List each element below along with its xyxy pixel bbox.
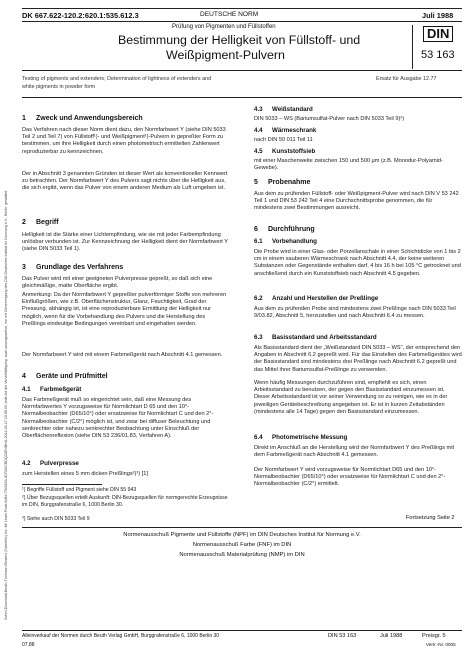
standard-title-line1: Bestimmung der Helligkeit von Füllstoff- und <box>118 33 361 47</box>
issue-date: Juli 1988 <box>422 11 454 20</box>
edition-code: 07.88 <box>22 642 35 648</box>
section-4-2-text: zum Herstellen eines 5 mm dicken Preßlings²)³) [1] <box>22 471 148 477</box>
section-1-text: Das Verfahren nach dieser Norm dient dazu, den Normfarbwert Y (siehe DIN 5033 Teil 2 und Teil 7) von Füllstoff¹)- und Weißpigment¹)-Pulvern in gepreßter Form zu bestimmen, um ihre Helligkeit durch einen photometrisch ermittelten Zahlenwert reproduzierbar zu kennzeichnen. <box>22 127 226 155</box>
section-6-heading: 6 Durchführung <box>254 226 315 233</box>
section-1-text2: Der in Abschnitt 3 genannten Gründen ist dieser Wert als konventioneller Kennwert zu betrachten. Der Normfarbwert Y des Pulvers sagt nichts über die Helligkeit aus, die sich ergibt, wenn das Pulver von einem anderen Medium als Luft umgeben ist. <box>22 171 228 192</box>
section-6-3-text: Als Basisstandard dient der „Weißstandard DIN 5033 – WS“, der entsprechend den Angaben in Abschnitt 6.2 gepreßt wird. Für das Einstellen des Farbmeßgerätes wird der Basisstandard sind mindestens drei Preßlinge nach Abschnitt 6.2 gepreßt und das Mittel ihrer Bariumsulfat-Preßlinge zu verwenden. <box>254 345 462 373</box>
section-6-4-text2: Der Normfarbwert Y wird vorzugsweise für Normlichtart D65 und den 10°-Normalbeobachter (D65/10°) oder ersatzweise für Normlichtart C und den 2°-Normalbeobachter (C/2°) ermittelt. <box>254 467 446 488</box>
section-5-heading: 5 Probenahme <box>254 179 311 186</box>
section-6-4-heading: 6.4 Photometrische Messung <box>254 434 348 441</box>
footnote-2: ²) Über Bezugsquellen erteilt Auskunft: DIN-Bezugsquellen für normgerechte Erzeugnisse im DIN, Burggrafenstraße 6, 1000 Berlin 30. <box>22 495 228 508</box>
english-title-line1: Testing of pigments and extenders; Determination of lightness of extenders and <box>22 76 212 82</box>
section-3-text2: Der Normfarbwert Y wird mit einem Farbmeßgerät nach Abschnitt 4.1 gemessen. <box>22 352 223 358</box>
section-2-text: Helligkeit ist die Stärke einer Lichtempfindung, wie sie mit jeder Farbempfindung unlösbar verbunden ist. Zur Kennzeichnung der Helligkeit dient der Normfarbwert Y (siehe DIN 5033 Teil 1). <box>22 232 228 253</box>
section-3-text: Das Pulver wird mit einer geeigneten Pulverpresse gepreßt, so daß sich eine gleichmäßige, matte Oberfläche ergibt. <box>22 276 213 290</box>
section-4-4-text: nach DIN 50 011 Teil 11 <box>254 137 313 143</box>
top-rule <box>22 8 462 9</box>
standard-title-line2: Weißpigment-Pulvern <box>166 48 285 62</box>
section-4-2-heading: 4.2 Pulverpresse <box>22 460 79 467</box>
footnote-rule <box>22 484 102 485</box>
section-4-5-heading: 4.5 Kunststoffsieb <box>254 148 316 155</box>
norm-label: DEUTSCHE NORM <box>200 11 259 18</box>
section-4-1-heading: 4.1 Farbmeßgerät <box>22 386 82 393</box>
header-rule <box>22 21 462 22</box>
section-4-heading: 4 Geräte und Prüfmittel <box>22 373 108 380</box>
section-6-3-text2: Wenn häufig Messungen durchzuführen sind, empfiehlt es sich, einen Arbeitsstandard zu benutzen, der gegen den Basisstandard einzumessen ist. Dieser Arbeitsstandard ist vor seiner Verwendung so zu reinigen, wie es in der jeweiligen Gerätebeschreibung angegeben ist. Er ist in kurzen Zeitabständen (mindestens alle 14 Tage) gegen den Basisstandard einzumessen. <box>254 380 448 415</box>
footnote-3: ³) Siehe auch DIN 5033 Teil 9 <box>22 516 90 522</box>
footer-din-ref: DIN 53 163 <box>328 633 357 639</box>
continuation-note: Fortsetzung Seite 2 <box>406 515 455 521</box>
intro-rule <box>22 97 462 98</box>
price-group: Preisgr. 5 <box>422 633 446 639</box>
standard-subtitle: Prüfung von Pigmenten und Füllstoffen <box>172 24 276 30</box>
section-6-1-heading: 6.1 Vorbehandlung <box>254 238 317 245</box>
replaces-note: Ersatz für Ausgabe 12.77 <box>376 76 437 82</box>
section-3-note: Anmerkung: Da der Normfarbwert Y gepreßter pulverförmiger Stoffe von mehreren Einflußgrößen, wie z.B. Oberflächenstruktur, Glanz, Feuchtigkeit, Grad der Pressung, abhängig ist, ist eine reproduzierbare Ermittlung der Helligkeit nur möglich, wenn für die Vorbehandlung des Pulvers und die Herstellung des Preßlings eindeutige Bedingungen vereinbart und eingehalten werden. <box>22 292 227 327</box>
section-6-3-heading: 6.3 Basisstandard und Arbeitsstandard <box>254 334 377 341</box>
section-4-4-heading: 4.4 Wärmeschrank <box>254 127 317 134</box>
section-4-5-text: mit einer Maschenweite zwischen 150 und 500 µm (z.B. Monodur-Polyamid-Gewebe). <box>254 158 443 172</box>
committee-line3: Normenausschuß Materialprüfung (NMP) im DIN <box>179 552 305 558</box>
english-title-line2: white pigments in powder form <box>22 84 96 90</box>
din-number-box <box>412 25 463 69</box>
dk-classification: DK 667.622-120.2:620.1:535.612.3 <box>22 11 139 20</box>
section-6-4-text: Direkt im Anschluß an die Herstellung wird der Normfarbwert Y des Preßlings mit dem Farbmeßgerät nach Abschnitt 4.1 gemessen. <box>254 445 454 459</box>
section-4-1-text: Das Farbmeßgerät muß so eingerichtet sein, daß eine Messung des Normfarbwertes Y vorzugsweise für Normlichtart D 65 und den 10°-Normalbeobachter (D65/10°) oder ersatzweise für Normlichtart C und den 2°-Normalbeobachter (C/2°) möglich ist, und zwar bei diffuser Beleuchtung und senkrechter oder nahezu senkrechter Beobachtung unter Einschluß der Oberflächenreflexion (siehe DIN 53 236/01.83, Verfahren A). <box>22 397 214 440</box>
din-logo: DIN <box>423 26 453 42</box>
section-3-heading: 3 Grundlage des Verfahrens <box>22 264 124 271</box>
section-6-2-heading: 6.2 Anzahl und Herstellen der Preßlinge <box>254 295 379 302</box>
committee-rule <box>22 527 462 528</box>
section-5-text: Aus dem zu prüfenden Füllstoff- oder Weißpigment-Pulver wird nach DIN V 53 242 Teil 1 und DIN 53 242 Teil 4 eine Durchschnittsprobe genommen, die für mindestens zwei Bestimmungen ausreicht. <box>254 191 459 212</box>
section-4-3-heading: 4.3 Weißstandard <box>254 106 313 113</box>
section-1-heading: 1 Zweck und Anwendungsbereich <box>22 115 143 122</box>
title-rule <box>22 70 462 71</box>
section-6-2-text: Aus dem zu prüfenden Probe sind mindestens zwei Preßlinge nach DIN 5033 Teil 9/03.82, Abschnitt 5, herzustellen und nach Abschnitt 6.4 zu messen. <box>254 306 456 320</box>
document-page <box>22 8 462 648</box>
section-6-1-text: Die Probe wird in einer Glas- oder Porzellanschale in einer Schichtdicke von 1 bis 2 cm in einem sauberen Wärmeschrank nach Abschnitt 4.4, der keine weiteren Substanzen oder Gegenstände enthalten darf, 4 bis 16 h bei 105 °C getrocknet und anschließend durch ein Kunststoffsieb nach Abschnitt 4.5 gegeben. <box>254 249 461 277</box>
footer-date: Juli 1988 <box>380 633 403 639</box>
publisher-note: Alleinverkauf der Normen durch Beuth Verlag GmbH, Burggrafenstraße 6, 1000 Berlin 30 <box>22 633 220 639</box>
footer-rule <box>22 630 462 631</box>
copyright-side-note: Sofort-Download-Beuth-Thomson Reuters (Scientific) Inc. Mr Lewis Pode-KdNr.7546163-ID.PAXCBDQZAR4BHA-2014-03-17 19:58:03 Jede Art der Vervielfältigung, auch auszugsweise, nur mit Genehmigung des DIN Deutsches Institut für Normung e.V., Berlin, gestattet. <box>4 189 8 620</box>
section-2-heading: 2 Begriff <box>22 219 59 226</box>
footnote-1: ¹) Begriffe Füllstoff und Pigment siehe DIN 55 943 <box>22 487 137 493</box>
committee-line2: Normenausschuß Farbe (FNF) im DIN <box>192 542 292 548</box>
distribution-number: Vertr.-Nr. 0005 <box>426 642 456 647</box>
committee-line1: Normenausschuß Pigmente und Füllstoffe (NPF) im DIN Deutsches Institut für Normung e.V. <box>123 532 361 538</box>
section-4-3-text: DIN 5033 – WS (Bariumsulfat-Pulver nach DIN 5033 Teil 9)²) <box>254 116 405 122</box>
din-number: 53 163 <box>421 49 455 61</box>
